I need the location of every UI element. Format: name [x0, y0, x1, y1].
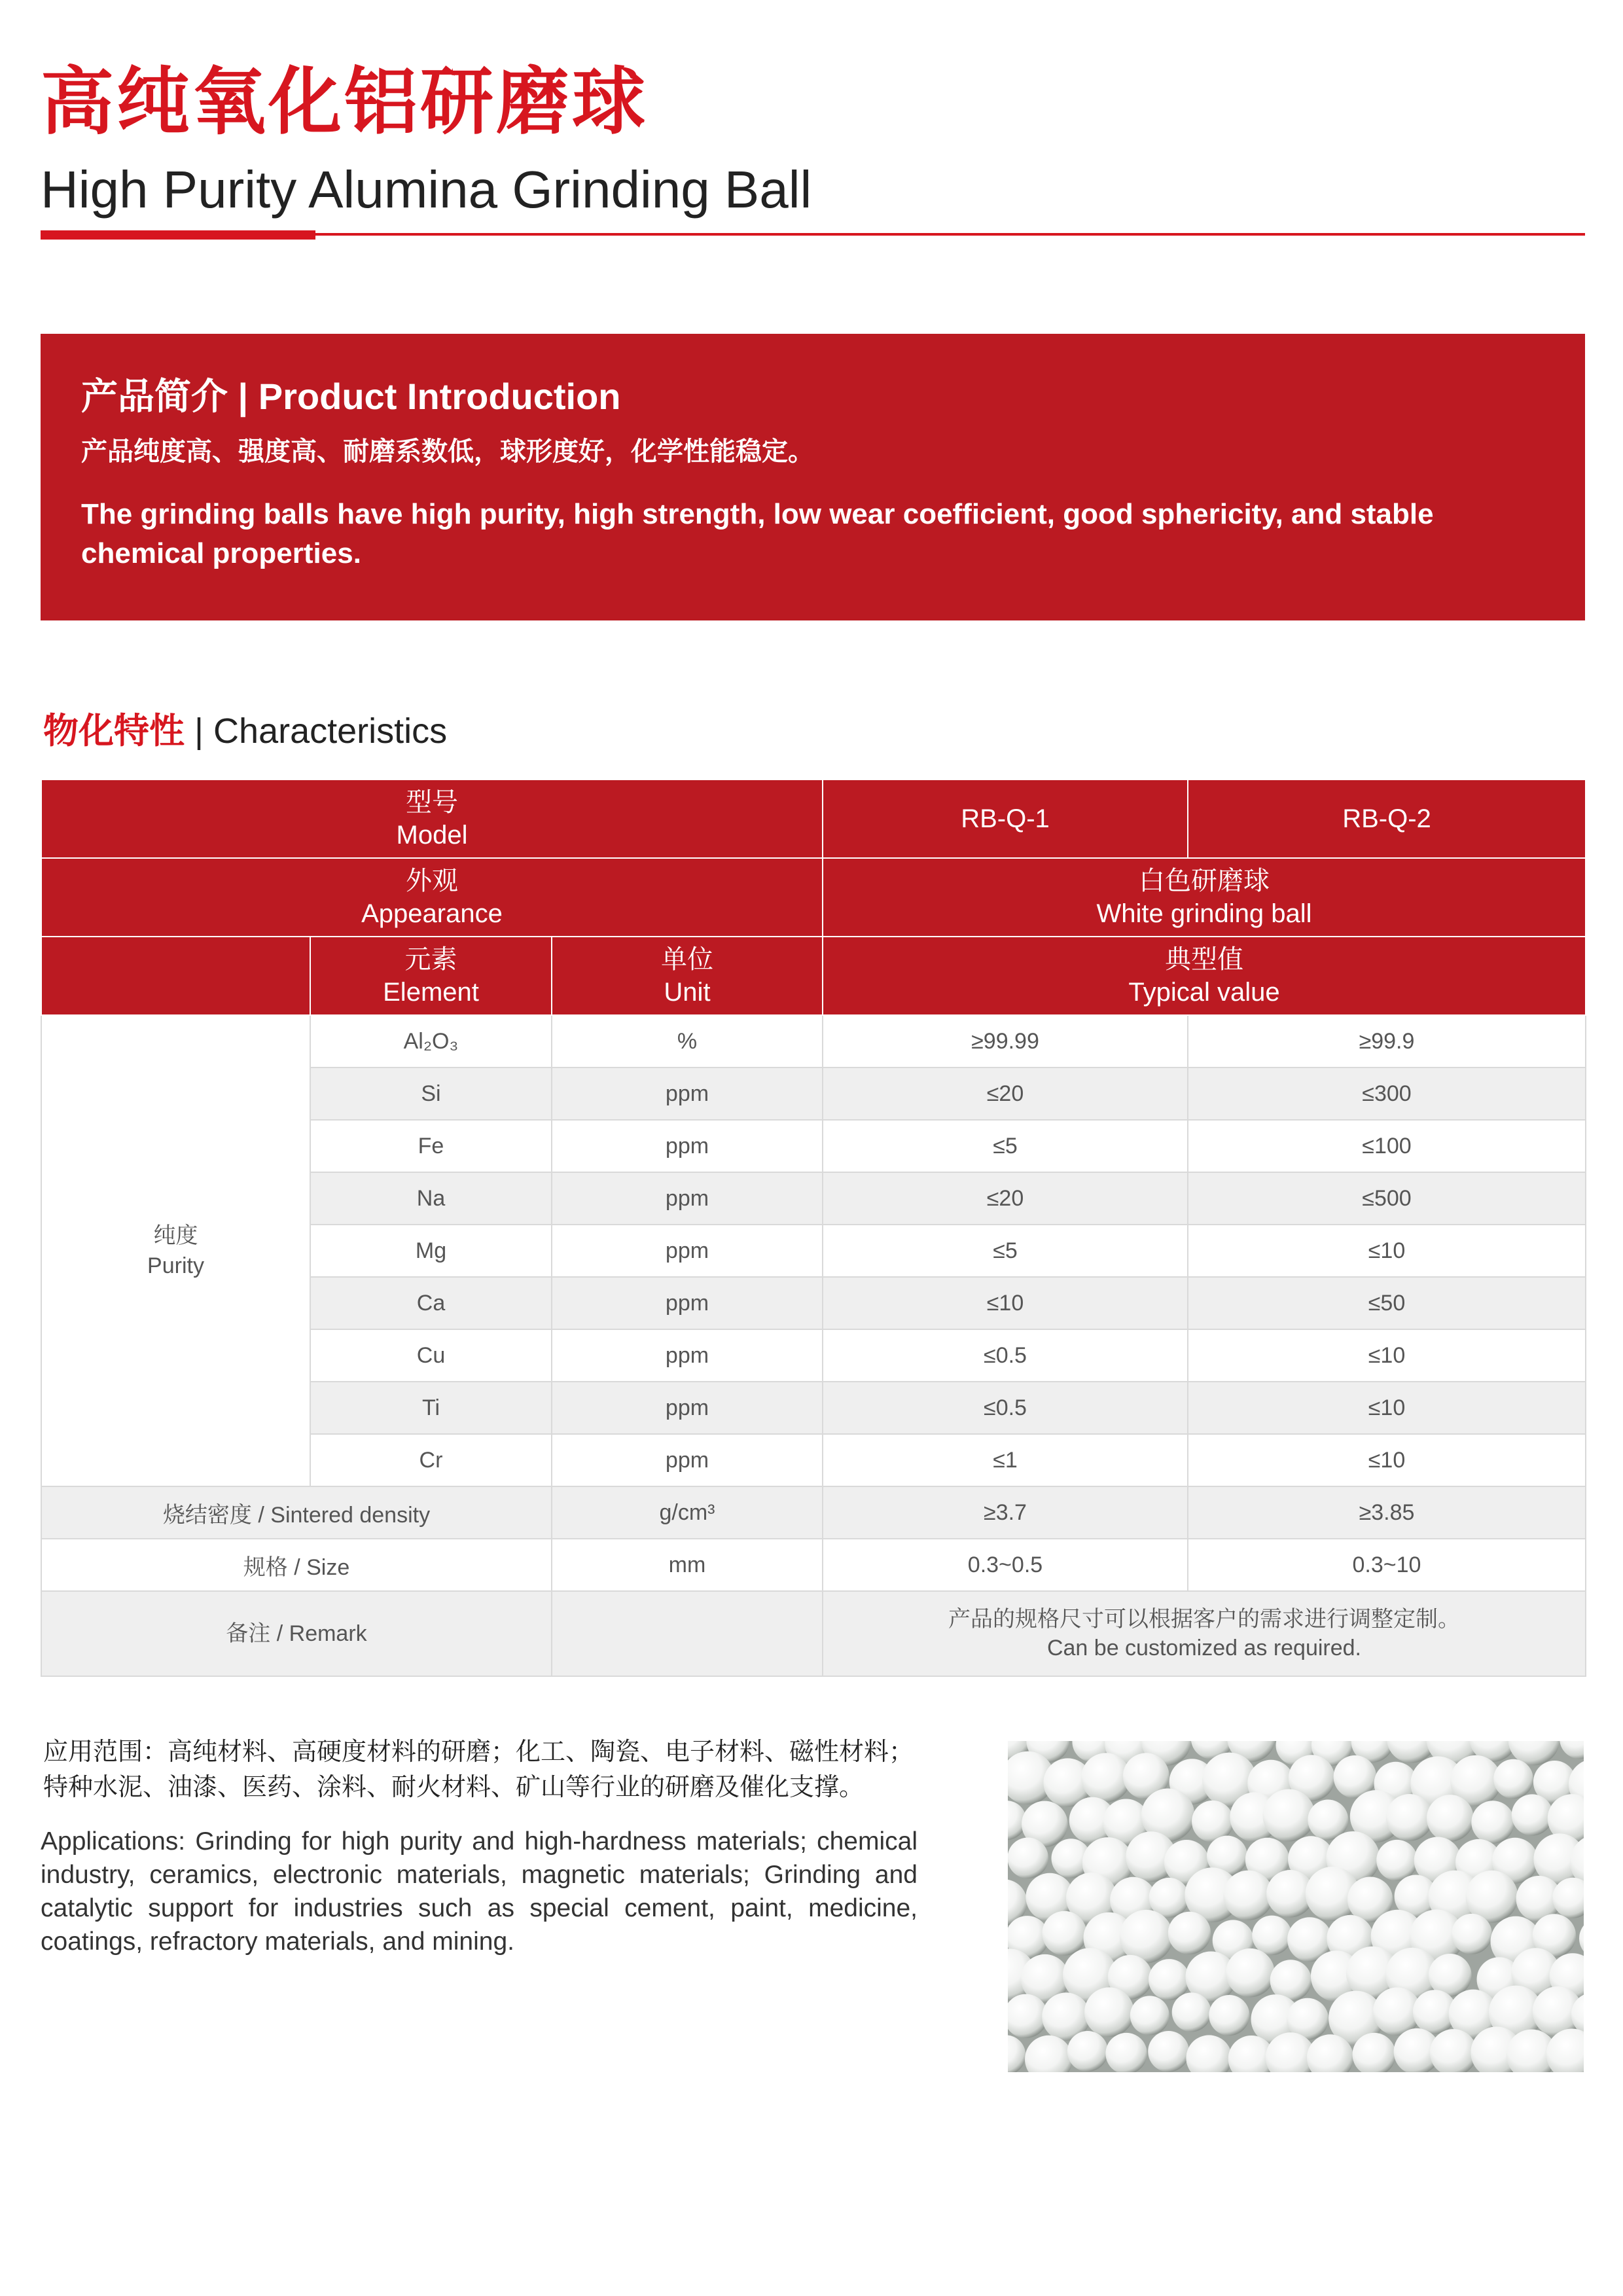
grinding-ball: [1427, 1795, 1474, 1842]
grinding-ball: [1386, 1794, 1433, 1841]
applications-text-zh: 应用范围：高纯材料、高硬度材料的研磨；化工、陶瓷、电子材料、磁性材料；特种水泥、油漆、医药、涂料、耐火材料、矿山等行业的研磨及催化支撑。: [43, 1738, 914, 1801]
grinding-ball: [1168, 1912, 1211, 1954]
grinding-ball: [1452, 1914, 1492, 1954]
rbq2-value-cell: ≤100: [1188, 1120, 1586, 1172]
rbq1-value-cell: ≥99.99: [823, 1015, 1188, 1067]
characteristics-table: [41, 779, 1586, 1677]
remark-label-cell: 备注 / Remark: [41, 1591, 552, 1676]
element-cell: Ti: [310, 1382, 552, 1434]
grinding-ball: [1149, 1959, 1190, 2000]
size-label-cell: 规格 / Size: [41, 1539, 552, 1591]
density-rbq1-cell: ≥3.7: [823, 1486, 1188, 1539]
size-row: [41, 1539, 1586, 1591]
remark-value-en: Can be customized as required.: [1046, 1636, 1362, 1660]
grinding-ball: [1130, 1996, 1169, 2035]
remark-value-cell: [823, 1591, 1586, 1676]
size-rbq1-cell: 0.3~0.5: [823, 1539, 1188, 1591]
appearance-label-en: Appearance: [361, 899, 503, 928]
density-rbq2-cell: ≥3.85: [1188, 1486, 1586, 1539]
unit-cell: ppm: [552, 1225, 823, 1277]
rbq2-value-cell: ≤10: [1188, 1225, 1586, 1277]
element-label-en: Element: [383, 978, 479, 1007]
rbq2-value-cell: ≤10: [1188, 1329, 1586, 1382]
unit-cell: ppm: [552, 1120, 823, 1172]
size-rbq2-cell: 0.3~10: [1188, 1539, 1586, 1591]
element-cell: Mg: [310, 1225, 552, 1277]
unit-cell: ppm: [552, 1382, 823, 1434]
density-row: [41, 1486, 1586, 1539]
rbq2-value-cell: ≤300: [1188, 1067, 1586, 1120]
grinding-ball: [1226, 1948, 1275, 1998]
rbq1-value-cell: ≤10: [823, 1277, 1188, 1329]
remark-value-zh: 产品的规格尺寸可以根据客户的需求进行调整定制。: [948, 1607, 1460, 1632]
grinding-ball: [1084, 1987, 1134, 2037]
rbq1-value-cell: ≤1: [823, 1434, 1188, 1486]
grinding-ball: [1493, 1759, 1533, 1799]
applications-text-en: Applications: Grinding for high purity and high-hardness materials; chemical industry, ceramics, electronic materials, magnetic materials; Grinding and catalytic support for industries such as special cement, paint, medicine, coatings, refractory materials, and mining.: [41, 1827, 918, 1956]
grinding-ball: [1008, 1838, 1048, 1879]
grinding-ball: [1262, 1789, 1315, 1842]
intro-text-en: The grinding balls have high purity, high strength, low wear coefficient, good sphericity, and stable chemical properties.: [81, 498, 1434, 569]
purity-label-cell: [41, 1015, 310, 1486]
model-rbq1-cell: RB-Q-1: [823, 780, 1188, 858]
model-rbq2-cell: RB-Q-2: [1188, 780, 1586, 858]
appearance-value-cell: [823, 858, 1586, 937]
appearance-header-cell: [41, 858, 823, 937]
rbq2-value-cell: ≤50: [1188, 1277, 1586, 1329]
typical-label-zh: 典型值: [1165, 945, 1243, 974]
intro-text-zh: 产品纯度高、强度高、耐磨系数低，球形度好，化学性能稳定。: [81, 437, 814, 466]
density-unit-cell: g/cm³: [552, 1486, 823, 1539]
grinding-ball: [1252, 1916, 1292, 1956]
grinding-ball: [1067, 2031, 1108, 2072]
page-title-en: High Purity Alumina Grinding Ball: [41, 160, 812, 219]
model-label-zh: 型号: [406, 788, 458, 817]
rbq2-value-cell: ≤10: [1188, 1382, 1586, 1434]
element-cell: Cu: [310, 1329, 552, 1382]
element-cell: Fe: [310, 1120, 552, 1172]
ball-cluster: [1008, 1741, 1584, 2072]
grinding-ball: [1223, 1871, 1273, 1920]
model-label-en: Model: [396, 821, 468, 850]
title-underline-accent: [41, 230, 315, 240]
grinding-ball: [1172, 1992, 1211, 2032]
unit-cell: ppm: [552, 1172, 823, 1225]
characteristics-heading-zh: 物化特性: [43, 711, 185, 751]
rbq1-value-cell: ≤20: [823, 1067, 1188, 1120]
intro-heading: 产品简介 | Product Introduction: [81, 376, 621, 417]
grinding-ball: [1512, 1794, 1553, 1835]
product-introduction-panel: [41, 334, 1585, 620]
unit-label-en: Unit: [664, 978, 711, 1007]
characteristics-heading: [43, 713, 447, 749]
page-title-zh: 高纯氧化铝研磨球: [41, 61, 648, 143]
element-cell: Ca: [310, 1277, 552, 1329]
grinding-ball: [1148, 2031, 1189, 2072]
purity-label-zh: 纯度: [153, 1223, 198, 1248]
grinding-balls-photo: [1008, 1741, 1584, 2072]
grinding-balls-image: [1008, 1741, 1584, 2072]
element-cell: Na: [310, 1172, 552, 1225]
table-header-row-columns: [41, 937, 1586, 1015]
rbq2-value-cell: ≤10: [1188, 1434, 1586, 1486]
element-label-zh: 元素: [404, 945, 457, 974]
appearance-value-en: White grinding ball: [1096, 899, 1312, 928]
rbq1-value-cell: ≤0.5: [823, 1329, 1188, 1382]
rbq2-value-cell: ≤500: [1188, 1172, 1586, 1225]
unit-cell: ppm: [552, 1434, 823, 1486]
grinding-ball: [1471, 1801, 1514, 1844]
unit-cell: ppm: [552, 1329, 823, 1382]
table-row: [41, 1015, 1586, 1067]
appearance-value-zh: 白色研磨球: [1139, 867, 1270, 895]
typical-label-en: Typical value: [1128, 978, 1280, 1007]
remark-row: [41, 1591, 1586, 1676]
element-cell: Cr: [310, 1434, 552, 1486]
unit-cell: ppm: [552, 1067, 823, 1120]
grinding-ball: [1209, 1995, 1249, 2036]
purity-label-en: Purity: [147, 1253, 204, 1278]
grinding-ball: [1042, 1911, 1086, 1956]
element-header-cell: [310, 937, 552, 1015]
typical-value-header-cell: [823, 937, 1586, 1015]
density-label-cell: 烧结密度 / Sintered density: [41, 1486, 552, 1539]
characteristics-heading-en: | Characteristics: [185, 711, 448, 751]
model-header-cell: [41, 780, 823, 858]
unit-cell: ppm: [552, 1277, 823, 1329]
table-header-row-appearance: [41, 858, 1586, 937]
remark-blank-cell: [552, 1591, 823, 1676]
appearance-label-zh: 外观: [406, 867, 458, 895]
rbq1-value-cell: ≤5: [823, 1120, 1188, 1172]
rbq1-value-cell: ≤5: [823, 1225, 1188, 1277]
rbq1-value-cell: ≤0.5: [823, 1382, 1188, 1434]
element-cell: Al₂O₃: [310, 1015, 552, 1067]
unit-header-cell: [552, 937, 823, 1015]
element-cell: Si: [310, 1067, 552, 1120]
unit-label-zh: 单位: [661, 945, 713, 974]
rbq2-value-cell: ≥99.9: [1188, 1015, 1586, 1067]
blank-header-cell: [41, 937, 310, 1015]
size-unit-cell: mm: [552, 1539, 823, 1591]
rbq1-value-cell: ≤20: [823, 1172, 1188, 1225]
grinding-ball: [1376, 1840, 1418, 1881]
unit-cell: %: [552, 1015, 823, 1067]
table-header-row-model: [41, 780, 1586, 858]
